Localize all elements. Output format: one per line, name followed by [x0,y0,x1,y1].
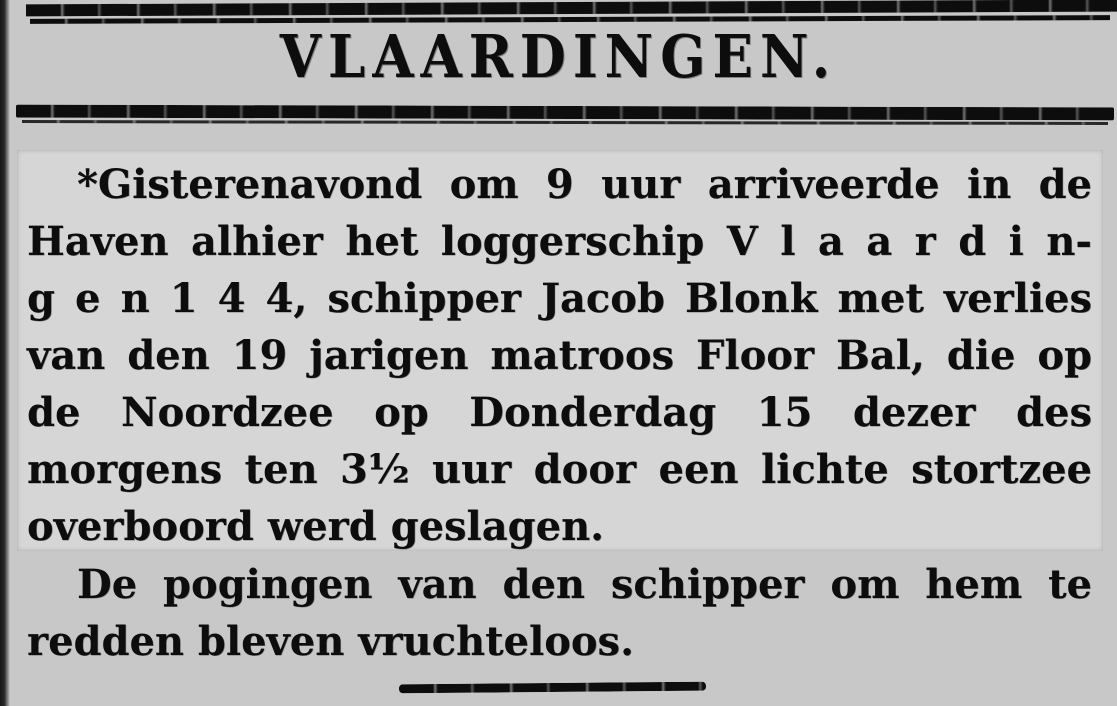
scan-left-edge-shadow [0,0,10,706]
text-line: *Gisterenavond om 9 uur arriveerde in de [77,161,1092,208]
text-line: overboord werd geslagen. [27,503,605,550]
text-line: Haven alhier het loggerschip V l a a r d i n- [27,218,1092,265]
top-rule-thick [26,0,1117,16]
text-line: De pogingen van den schipper om hem te [77,561,1092,608]
article-paragraph-1 [17,150,1103,551]
article-paragraph-2 [17,552,1103,670]
text-line: redden bleven vruchteloos. [27,618,634,665]
section-title: VLAARDINGEN. [279,22,838,91]
text-line: g e n 1 4 4, schipper Jacob Blonk met verlies [27,275,1092,322]
end-of-article-rule [399,682,706,694]
text-line: de Noordzee op Donderdag 15 dezer des [27,389,1092,436]
masthead-rule [16,105,1114,121]
text-line: van den 19 jarigen matroos Floor Bal, die op [27,332,1092,379]
text-line: morgens ten 3½ uur door een lichte stortzee [27,446,1092,493]
masthead-rule-thin [22,120,1108,125]
